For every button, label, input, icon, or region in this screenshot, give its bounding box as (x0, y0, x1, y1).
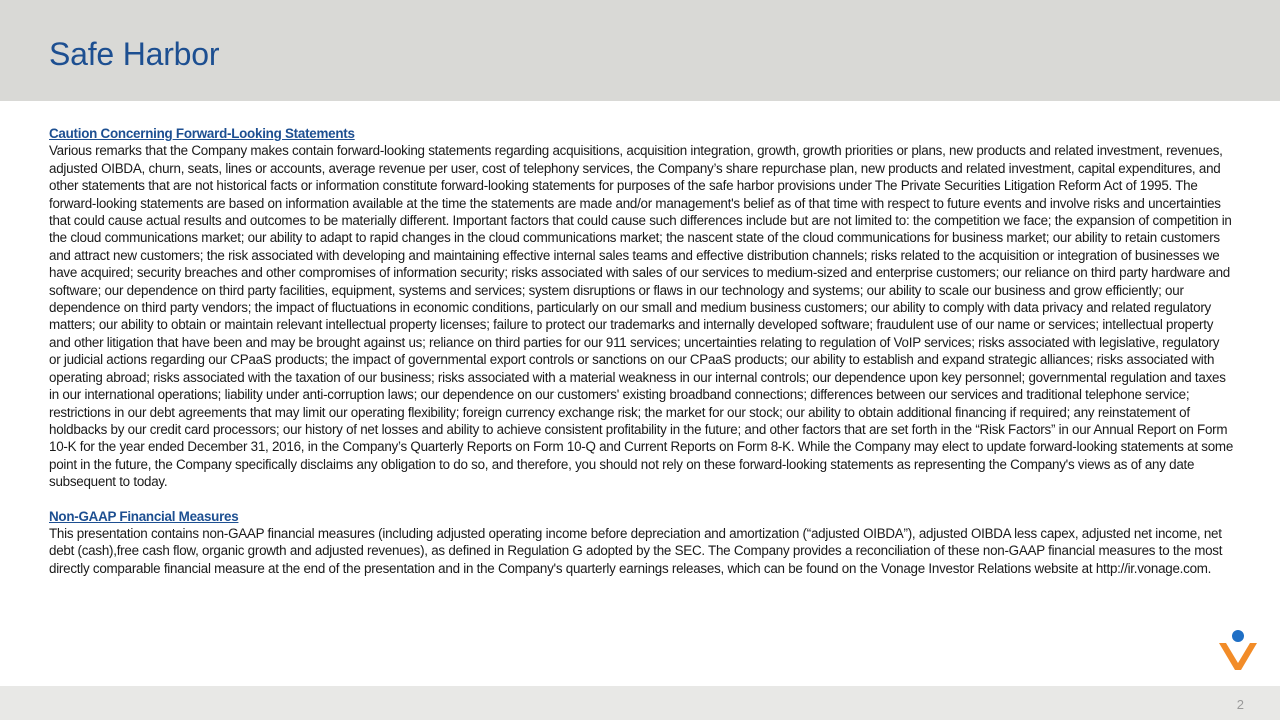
section-heading: Caution Concerning Forward-Looking Statements (49, 126, 355, 141)
logo-chevron (1219, 643, 1257, 670)
section-body: This presentation contains non-GAAP financial measures (including adjusted operating income before depreciation and amortization (“adjusted OIBDA”), adjusted OIBDA less capex, adjusted net income, net debt (cash),free cash flow, organic growth and adjusted revenues), as defined in Regulation G adopted by the SEC. The Company provides a reconciliation of these non-GAAP financial measures to the most directly comparable financial measure at the end of the presentation and in the Company's quarterly earnings releases, which can be found on the Vonage Investor Relations website at http://ir.vonage.com. (49, 525, 1223, 576)
forward-looking-section (49, 125, 1234, 491)
footer-band (0, 686, 1280, 720)
page-number: 2 (1236, 697, 1244, 712)
logo-dot (1232, 630, 1244, 642)
vonage-logo-icon (1216, 628, 1262, 672)
page-title: Safe Harbor (49, 36, 220, 72)
slide-content (49, 125, 1234, 577)
section-body: Various remarks that the Company makes contain forward-looking statements regarding acquisitions, acquisition integration, growth, growth priorities or plans, new products and related investment, revenues, adjusted OIBDA, churn, seats, lines or accounts, average revenue per user, cost of telephony services, the Company’s share repurchase plan, new products and related investment, capital expenditures, and other statements that are not historical facts or information constitute forward-looking statements for purposes of the safe harbor provisions under The Private Securities Litigation Reform Act of 1995. The forward-looking statements are based on information available at the time the statements are made and/or management's belief as of that time with respect to future events and involve risks and uncertainties that could cause actual results and outcomes to be materially different. Important factors that could cause such differences include but are not limited to: the competition we face; the expansion of competition in the cloud communications market; our ability to adapt to rapid changes in the cloud communications market; the nascent state of the cloud communications for business market; our ability to retain customers and attract new customers; the risk associated with developing and maintaining effective internal sales teams and effective distribution channels; risks related to the acquisition or integration of businesses we have acquired; security breaches and other compromises of information security; risks associated with sales of our services to medium-sized and enterprise customers; our reliance on third party hardware and software; our dependence on third party facilities, equipment, systems and services; system disruptions or flaws in our technology and systems; our ability to scale our business and grow efficiently; our dependence on third party vendors; the impact of fluctuations in economic conditions, particularly on our small and medium business customers; our ability to comply with data privacy and related regulatory matters; our ability to obtain or maintain relevant intellectual property licenses; failure to protect our trademarks and internally developed software; fraudulent use of our name or services; intellectual property and other litigation that have been and may be brought against us; reliance on third parties for our 911 services; uncertainties relating to regulation of VoIP services; risks associated with legislative, regulatory or judicial actions regarding our CPaaS products; the impact of governmental export controls or sanctions on our CPaaS products; our ability to establish and expand strategic alliances; risks associated with operating abroad; risks associated with the taxation of our business; risks associated with a material weakness in our internal controls; our dependence upon key personnel; governmental regulation and taxes in our international operations; liability under anti-corruption laws; our dependence on our customers' existing broadband connections; differences between our services and traditional telephone service; restrictions in our debt agreements that may limit our operating flexibility; foreign currency exchange risk; the market for our stock; our ability to obtain additional financing if required; any reinstatement of holdbacks by our credit card processors; our history of net losses and ability to achieve consistent profitability in the future; and other factors that are set forth in the “Risk Factors” in our Annual Report on Form 10-K for the year ended December 31, 2016, in the Company’s Quarterly Reports on Form 10-Q and Current Reports on Form 8-K. While the Company may elect to update forward-looking statements at some point in the future, the Company specifically disclaims any obligation to do so, and therefore, you should not rely on these forward-looking statements as representing the Company's views as of any date subsequent to today. (49, 143, 1234, 490)
non-gaap-section (49, 508, 1234, 578)
section-heading: Non-GAAP Financial Measures (49, 508, 239, 524)
